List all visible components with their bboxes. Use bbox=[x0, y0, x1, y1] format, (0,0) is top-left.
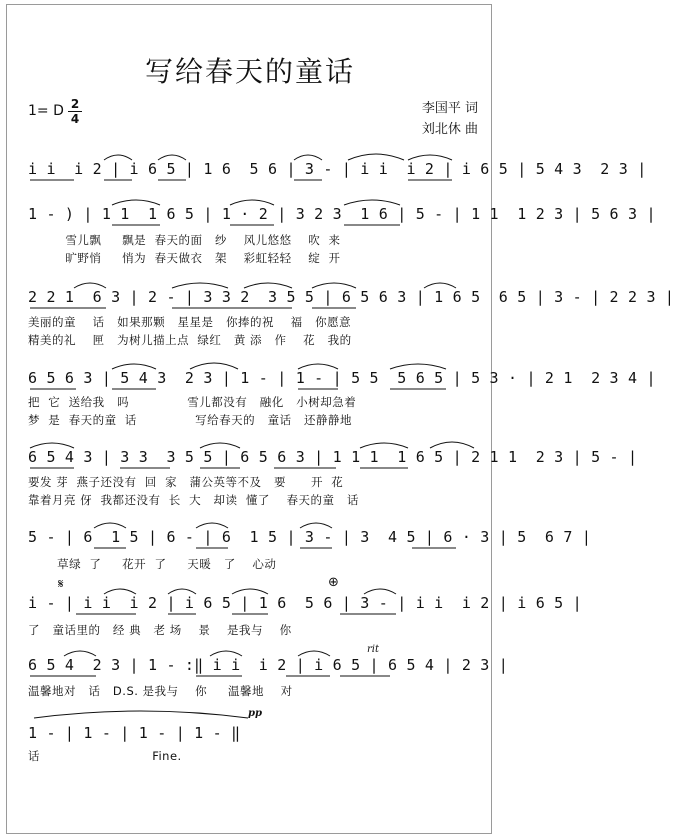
key-signature: 1= D bbox=[28, 103, 64, 119]
coda-symbol: ⊕ bbox=[328, 575, 339, 590]
page-title: 写给春天的童话 bbox=[144, 55, 355, 88]
dynamic-mark: pp bbox=[248, 708, 262, 719]
staff-row-5: 6 5 4 3 | 3 3 3 5 5 | 6 5 6 3 | 1 1 1 1 6 5 | 2 1 1 2 3 | 5 - | bbox=[28, 448, 638, 466]
staff-row-4: 6 5 6 3 | 5 4 3 2 3 | 1 - | 1 - | 5 5 5 6 5 | 5 3 · | 2 1 2 3 4 | bbox=[28, 369, 656, 387]
lyric-row-8-verse-1: 温馨地对 话 D.S. 是我与 你 温馨地 对 bbox=[28, 684, 293, 698]
lyric-row-4-verse-1: 把 它 送给我 吗 雪儿都没有 融化 小树却急着 bbox=[28, 395, 357, 409]
lyric-row-7-verse-1: 了 童话里的 经 典 老 场 景 是我与 你 bbox=[28, 623, 292, 637]
lyric-row-3-verse-1: 美丽的童 话 如果那颗 星星是 你捧的祝 福 你愿意 bbox=[28, 315, 352, 329]
time-signature bbox=[68, 98, 82, 125]
lyricist-credit: 李国平 词 bbox=[421, 101, 478, 116]
staff-row-2: 1 - ) | 1 1 1 6 5 | 1 · 2 | 3 2 3 1 6 | 5 - | 1 1 1 2 3 | 5 6 3 | bbox=[28, 205, 656, 223]
lyric-row-2-verse-2: 旷野悄 悄为 春天做衣 架 彩虹轻轻 绽 开 bbox=[28, 251, 341, 265]
meter-bottom: 4 bbox=[70, 112, 80, 126]
lyric-row-3-verse-2: 精美的礼 匣 为树儿描上点 绿红 黄 添 作 花 我的 bbox=[28, 333, 352, 347]
staff-row-6: 5 - | 6 1 5 | 6 - | 6 1 5 | 3 - | 3 4 5 | 6 · 3 | 5 6 7 | bbox=[28, 528, 592, 546]
lyric-row-9-verse-1: 话 Fine. bbox=[28, 749, 182, 763]
staff-row-7: i - | i i i 2 | i 6 5 | 1 6 5 6 | 3 - | i i i 2 | i 6 5 | bbox=[28, 594, 582, 612]
lyric-row-5-verse-1: 要发 芽 燕子还没有 回 家 蒲公英等不及 要 开 花 bbox=[28, 475, 344, 489]
composer-credit: 刘北休 曲 bbox=[421, 122, 478, 137]
lyric-row-6-verse-1: 草绿 了 花开 了 天暖 了 心动 bbox=[28, 557, 277, 571]
segno-symbol: 𝄋 bbox=[58, 577, 64, 592]
lyric-row-5-verse-2: 靠着月亮 伢 我都还没有 长 大 却读 懂了 春天的童 话 bbox=[28, 493, 359, 507]
staff-row-3: 2 2 1 6 3 | 2 - | 3 3 2 3 5 5 | 6 5 6 3 | 1 6 5 6 5 | 3 - | 2 2 3 | bbox=[28, 288, 674, 306]
staff-row-8: 6 5 4 2 3 | 1 - :‖ i i i 2 | i 6 5 | 6 5 4 | 2 3 | bbox=[28, 656, 508, 674]
lyric-row-4-verse-2: 梦 是 春天的童 话 写给春天的 童话 还静静地 bbox=[28, 413, 353, 427]
staff-row-1: i i i 2 | i 6 5 | 1 6 5 6 | 3 - | i i i 2 | i 6 5 | 5 4 3 2 3 | bbox=[28, 160, 647, 178]
ritardando-mark: rit bbox=[367, 644, 379, 655]
lyric-row-2-verse-1: 雪儿飘 飘是 春天的面 纱 风儿悠悠 吹 来 bbox=[28, 233, 341, 247]
staff-row-9: 1 - | 1 - | 1 - | 1 - ‖ bbox=[28, 724, 241, 742]
meter-top: 2 bbox=[70, 97, 80, 111]
